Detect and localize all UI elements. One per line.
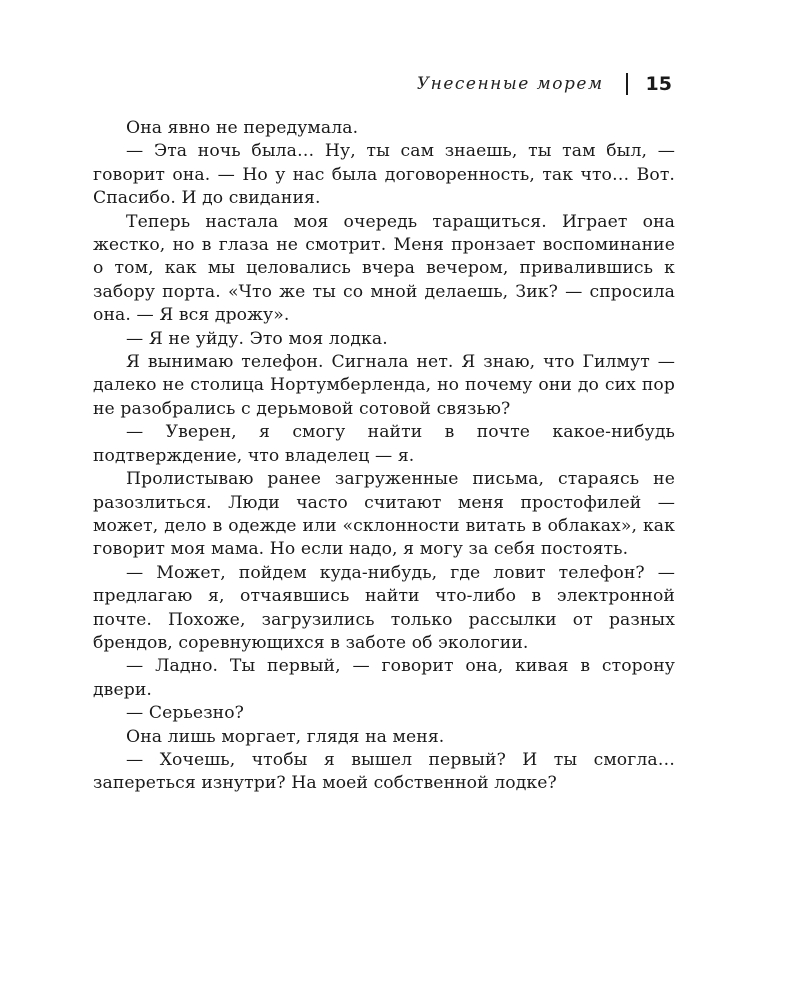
paragraph: — Хочешь, чтобы я вышел первый? И ты смогла… запереться изнутри? На моей собственной лодке?	[93, 749, 675, 794]
paragraph: — Эта ночь была… Ну, ты сам знаешь, ты там был, — говорит она. — Но у нас была договоренность, так что… Вот. Спасибо. И до свидания.	[93, 141, 675, 209]
paragraph: Она лишь моргает, глядя на меня.	[126, 726, 445, 747]
paragraph: — Серьезно?	[126, 703, 244, 724]
paragraph: — Я не уйду. Это моя лодка.	[126, 328, 388, 349]
paragraph: Пролистываю ранее загруженные письма, стараясь не разозлиться. Люди часто считают меня простофилей — может, дело в одежде или «склонности витать в облаках», как говорит моя мама. Но если надо, я могу за себя постоять.	[93, 469, 675, 560]
paragraph: — Уверен, я смогу найти в почте какое-нибудь подтверждение, что владелец — я.	[93, 422, 675, 466]
running-head	[417, 66, 672, 102]
paragraph: Я вынимаю телефон. Сигнала нет. Я знаю, что Гилмут — далеко не столица Нортумберленда, но почему они до сих пор не разобрались с дерьмовой сотовой связью?	[93, 352, 675, 419]
book-title: Унесенные морем	[416, 74, 604, 94]
page-number: 15	[645, 73, 672, 95]
paragraph: Теперь настала моя очередь таращиться. Играет она жестко, но в глаза не смотрит. Меня пронзает воспоминание о том, как мы целовались вчера вечером, привалившись к забору порта. «Что же ты со мной делаешь, Зик? — спросила она. — Я вся дрожу».	[93, 211, 675, 326]
paragraph: — Может, пойдем куда-нибудь, где ловит телефон? — предлагаю я, отчаявшись найти что-либо в электронной почте. Похоже, загрузились только рассылки от разных брендов, соревнующихся в заботе об экологии.	[93, 562, 675, 653]
paragraph: Она явно не передумала.	[126, 118, 359, 138]
paragraph: — Ладно. Ты первый, — говорит она, кивая в сторону двери.	[93, 656, 675, 700]
body-text	[93, 117, 675, 796]
header-divider	[626, 73, 628, 95]
